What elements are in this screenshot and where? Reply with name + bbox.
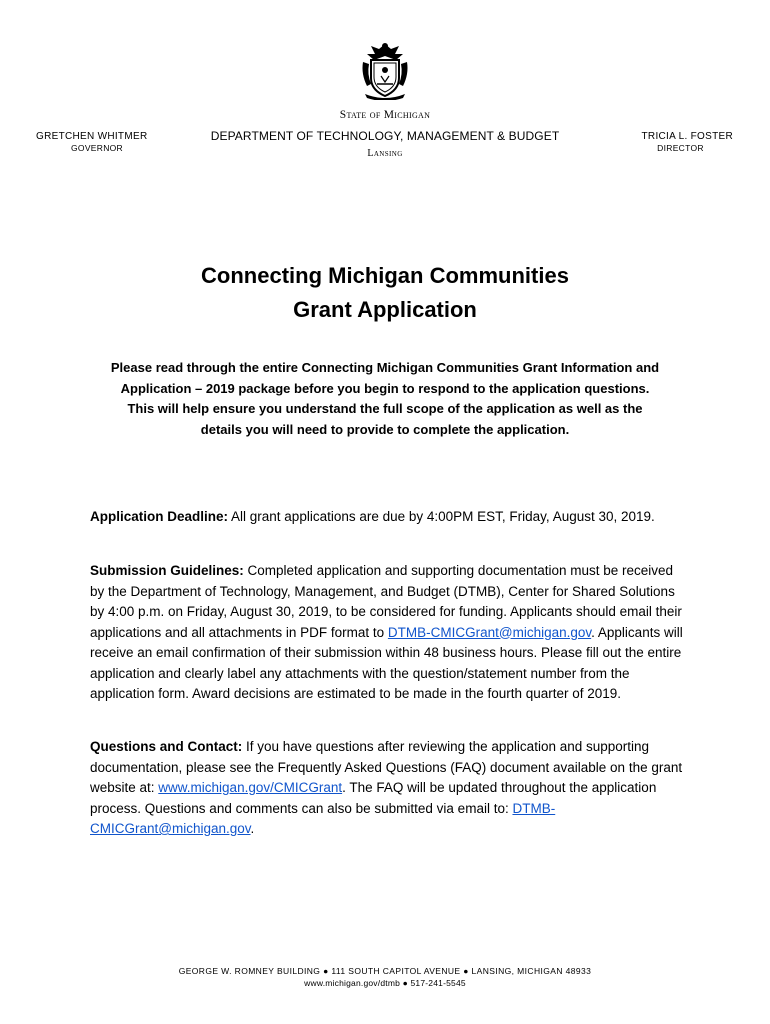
governor-name: GRETCHEN WHITMER [36,131,148,142]
department-name: DEPARTMENT OF TECHNOLOGY, MANAGEMENT & BUDGET [210,129,560,143]
deadline-section [90,507,690,528]
contact-section [90,737,690,840]
contact-text-1: If you have questions after reviewing the application and supporting documentation, please see the Frequently Asked Questions (FAQ) document available on the grant website at: [90,739,683,795]
footer-address: GEORGE W. ROMNEY BUILDING ● 111 SOUTH CAPITOL AVENUE ● LANSING, MICHIGAN 48933 [178,966,592,976]
michigan-state-seal-icon [357,40,413,100]
governor-title: GOVERNOR [71,143,123,153]
director-title: DIRECTOR [657,143,704,153]
contact-text-3: . [250,821,255,836]
contact-text-2: . The FAQ will be updated throughout the application process. Questions and comments can also be submitted via email to: [90,780,657,816]
submission-text-1: Completed application and supporting documentation must be received by the Department of Technology, Management, and Budget (DTMB), Center for Shared Solutions by 4:00 p.m. on Friday, August 30, 2019, to be considered for funding. Applicants should email their applications and all attachments in PDF format to [90,563,682,640]
contact-email-link[interactable]: DTMB-CMICGrant@michigan.gov [90,800,556,836]
document-title [0,259,770,327]
contact-label: Questions and Contact: [90,739,243,754]
grant-website-link[interactable]: www.michigan.gov/CMICGrant [158,780,343,795]
director-name: TRICIA L. FOSTER [641,131,733,142]
submission-label: Submission Guidelines: [90,563,244,578]
deadline-text: All grant applications are due by 4:00PM EST, Friday, August 30, 2019. [228,509,655,524]
deadline-label: Application Deadline: [90,509,229,524]
submission-email-link[interactable]: DTMB-CMICGrant@michigan.gov [387,624,592,640]
city-name: Lansing [367,148,403,159]
submission-text-2: . Applicants will receive an email confirmation of their submission within 48 business hours. Please fill out the entire application and clearly label any attachments with the question/statement number from the application form. Award decisions are estimated to be made in the fourth quarter of 2019. [90,624,683,701]
document-title-line-2: Grant Application [293,297,477,322]
footer-contact: www.michigan.gov/dtmb ● 517-241-5545 [304,978,466,988]
intro-paragraph: Please read through the entire Connecting Michigan Communities Grant Information and Application – 2019 package before you begin to respond to the application questions. This will help ensure you understand the full scope of the application as well as the details you will need to provide to complete the application. [110,360,660,437]
submission-section [90,561,690,705]
document-title-line-1: Connecting Michigan Communities [201,263,569,288]
state-name: State of Michigan [339,109,431,121]
